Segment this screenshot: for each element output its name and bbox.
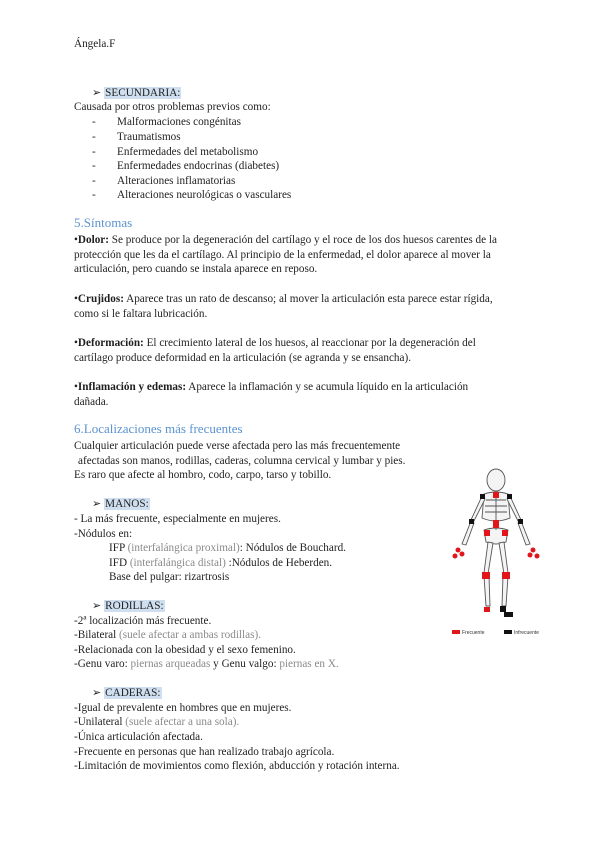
- dolor-paragraph: •Dolor: Se produce por la degeneración del cartílago y el roce de los dos huesos carentes de la: [74, 234, 497, 246]
- arrow-bullet-icon: ➢: [92, 687, 102, 699]
- crujidos-paragraph: •Crujidos: Aparece tras un rato de descanso; al mover la articulación esta parece estar rígida,: [74, 293, 493, 305]
- lumbar-joint-marker: [493, 520, 499, 528]
- list-item: - Enfermedades endocrinas (diabetes): [92, 160, 280, 172]
- ifd-line: IFD (interfalángica distal) :Nódulos de Heberden.: [109, 557, 333, 569]
- list-item: - Enfermedades del metabolismo: [92, 146, 259, 158]
- hand-right-marker: [531, 548, 536, 553]
- caderas-line: -Igual de prevalente en hombres que en mujeres.: [74, 702, 292, 714]
- cervical-joint-marker: [493, 492, 499, 498]
- elbow-right-marker: [518, 519, 523, 524]
- hand-left-marker: [456, 548, 461, 553]
- legend-frecuente-swatch: [452, 630, 460, 634]
- arrow-bullet-icon: ➢: [92, 600, 102, 612]
- caderas-line: -Unilateral (suele afectar a una sola).: [74, 716, 240, 728]
- arrow-bullet-icon: ➢: [92, 498, 102, 510]
- crujidos-line: como si le faltara lubricación.: [74, 308, 208, 320]
- shoulder-left-marker: [480, 494, 485, 499]
- dolor-line: protección que les da el cartílago. Al principio de la enfermedad, el dolor aparece al mover la: [74, 249, 491, 261]
- ifp-line: IFP (interfalángica proximal): Nódulos de Bouchard.: [109, 542, 346, 554]
- legend-infrecuente-label: Infrecuente: [514, 630, 540, 636]
- skeleton-figure: [438, 468, 568, 638]
- secundaria-heading: ➢ SECUNDARIA:: [92, 87, 181, 99]
- ankle-right-marker: [500, 606, 506, 612]
- rodillas-heading: ➢ RODILLAS:: [92, 600, 164, 612]
- localizaciones-line: Cualquier articulación puede verse afectada pero las más frecuentemente: [74, 440, 401, 452]
- rodillas-line: -Genu varo: piernas arqueadas y Genu valgo: piernas en X.: [74, 658, 339, 670]
- caderas-line: -Limitación de movimientos como flexión, abducción y rotación interna.: [74, 760, 400, 772]
- hand-left-marker: [460, 552, 465, 557]
- knee-right-marker: [502, 572, 510, 579]
- hand-left-marker: [453, 554, 458, 559]
- localizaciones-title: 6.Localizaciones más frecuentes: [74, 421, 243, 436]
- hand-right-marker: [535, 554, 540, 559]
- sintomas-title: 5.Síntomas: [74, 215, 133, 230]
- hip-left-marker: [484, 530, 490, 536]
- foot-left-marker: [484, 607, 490, 612]
- inflamacion-line: dañada.: [74, 396, 109, 408]
- elbow-left-marker: [469, 519, 474, 524]
- legend-frecuente-label: Frecuente: [462, 630, 485, 636]
- manos-line: - La más frecuente, especialmente en mujeres.: [74, 513, 281, 525]
- dolor-line: articulación, pero cuando se instala aparece en reposo.: [74, 263, 318, 275]
- manos-heading: ➢ MANOS:: [92, 498, 149, 510]
- list-item: - Alteraciones neurológicas o vasculares: [92, 189, 292, 201]
- author-name: Ángela.F: [74, 38, 116, 50]
- knee-left-marker: [482, 572, 490, 579]
- deformacion-line: cartílago produce deformidad en la articulación (se agranda y se ensancha).: [74, 352, 412, 364]
- skeleton-bones: [462, 469, 530, 606]
- list-item: - Alteraciones inflamatorias: [92, 175, 236, 187]
- hip-right-marker: [502, 530, 508, 536]
- list-item: - Malformaciones congénitas: [92, 116, 241, 128]
- legend-infrecuente-swatch: [504, 630, 512, 634]
- caderas-heading: ➢ CADERAS:: [92, 687, 161, 699]
- inflamacion-paragraph: •Inflamación y edemas: Aparece la inflamación y se acumula líquido en la articulación: [74, 381, 469, 393]
- arrow-bullet-icon: ➢: [92, 87, 102, 99]
- localizaciones-line: afectadas son manos, rodillas, caderas, columna cervical y lumbar y pies.: [78, 455, 406, 467]
- base-pulgar-line: Base del pulgar: rizartrosis: [109, 571, 230, 583]
- rodillas-line: -2ª localización más frecuente.: [74, 615, 212, 627]
- caderas-line: -Única articulación afectada.: [74, 731, 203, 743]
- list-item: - Traumatismos: [92, 131, 181, 143]
- deformacion-paragraph: •Deformación: El crecimiento lateral de los huesos, al reaccionar por la degeneración del: [74, 337, 476, 349]
- shoulder-right-marker: [507, 494, 512, 499]
- caderas-line: -Frecuente en personas que han realizado trabajo agrícola.: [74, 746, 335, 758]
- secundaria-intro: Causada por otros problemas previos como:: [74, 101, 271, 113]
- tarsus-right-marker: [504, 612, 513, 617]
- rodillas-line: -Relacionada con la obesidad y el sexo femenino.: [74, 644, 296, 656]
- localizaciones-line: Es raro que afecte al hombro, codo, carpo, tarso y tobillo.: [74, 469, 332, 481]
- hand-right-marker: [528, 553, 533, 558]
- manos-line: -Nódulos en:: [74, 528, 133, 540]
- rodillas-line: -Bilateral (suele afectar a ambas rodillas).: [74, 629, 261, 641]
